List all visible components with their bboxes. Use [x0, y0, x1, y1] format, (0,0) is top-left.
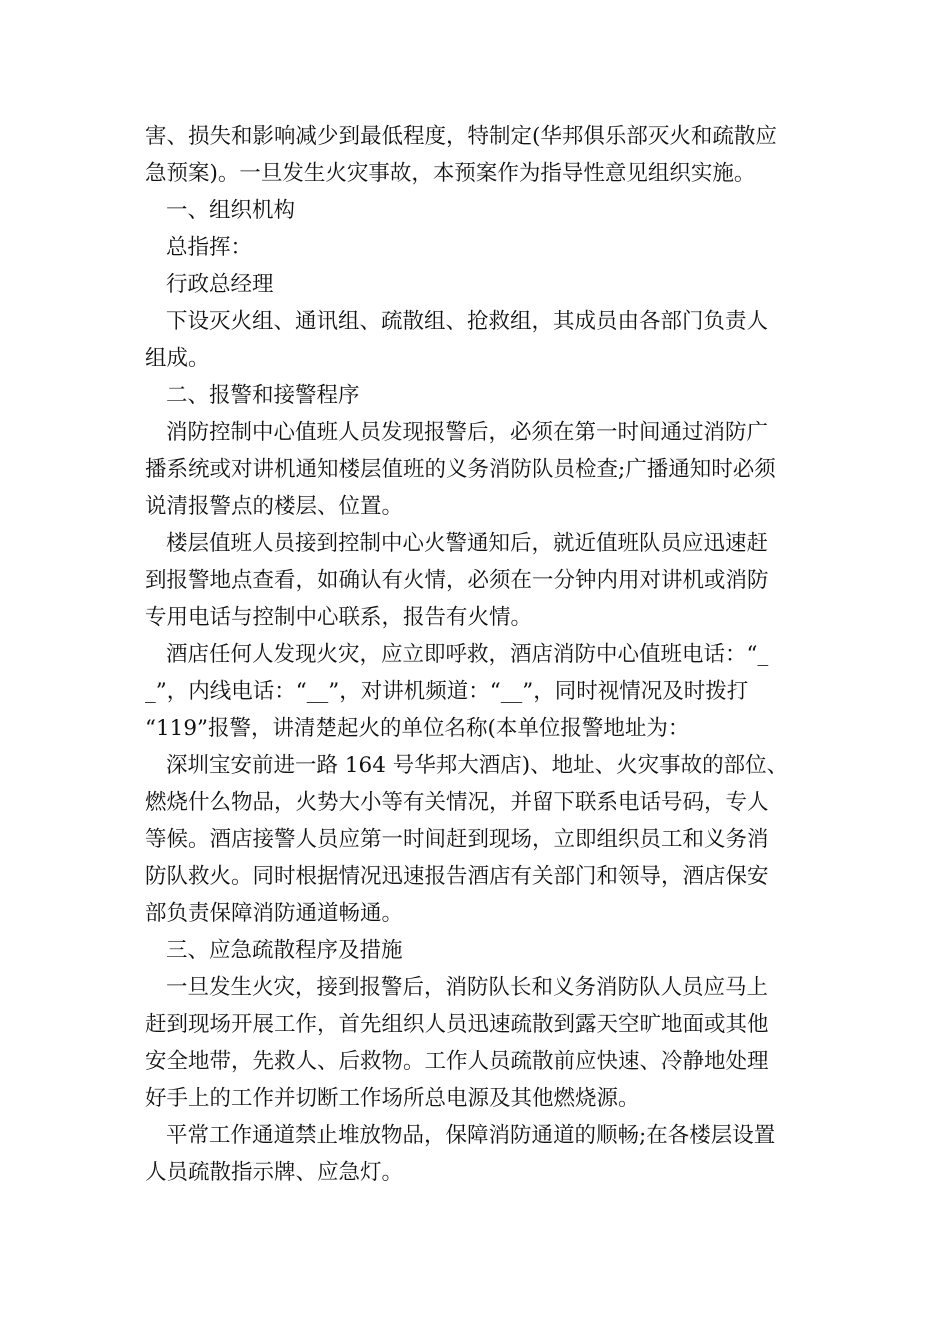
text-line: 下设灭火组、通讯组、疏散组、抢救组，其成员由各部门负责人: [166, 309, 769, 334]
text-line: 到报警地点查看，如确认有火情，必须在一分钟内用对讲机或消防: [145, 568, 769, 593]
text-line: 组成。: [145, 346, 210, 371]
text-line: 害、损失和影响减少到最低程度，特制定(华邦俱乐部灭火和疏散应: [145, 124, 777, 149]
text-line: 说清报警点的楼层、位置。: [145, 494, 404, 519]
section-heading: 二、报警和接警程序: [166, 383, 360, 408]
text-line: 消防控制中心值班人员发现报警后，必须在第一时间通过消防广: [166, 420, 769, 445]
text-line: “119”报警，讲清楚起火的单位名称(本单位报警地址为：: [145, 716, 690, 741]
text-line: _”，内线电话：“__”，对讲机频道：“__”，同时视情况及时拨打: [145, 679, 749, 704]
text-line: 楼层值班人员接到控制中心火警通知后，就近值班队员应迅速赶: [166, 531, 769, 556]
section-heading: 一、组织机构: [166, 198, 296, 223]
text-line: 播系统或对讲机通知楼层值班的义务消防队员检查;广播通知时必须: [145, 457, 776, 482]
text-line: 急预案)。一旦发生火灾事故，本预案作为指导性意见组织实施。: [145, 161, 756, 186]
text-line: 行政总经理: [166, 272, 274, 297]
text-line: 平常工作通道禁止堆放物品，保障消防通道的顺畅;在各楼层设置: [166, 1123, 776, 1148]
text-line: 深圳宝安前进一路 164 号华邦大酒店)、地址、火灾事故的部位、: [166, 753, 789, 778]
text-line: 安全地带，先救人、后救物。工作人员疏散前应快速、冷静地处理: [145, 1049, 769, 1074]
text-line: 人员疏散指示牌、应急灯。: [145, 1160, 404, 1185]
section-heading: 三、应急疏散程序及措施: [166, 938, 403, 963]
text-line: 防队救火。同时根据情况迅速报告酒店有关部门和领导，酒店保安: [145, 864, 769, 889]
text-line: 燃烧什么物品，火势大小等有关情况，并留下联系电话号码，专人: [145, 790, 769, 815]
text-line: 部负责保障消防通道畅通。: [145, 901, 404, 926]
text-line: 专用电话与控制中心联系，报告有火情。: [145, 605, 533, 630]
text-line: 好手上的工作并切断工作场所总电源及其他燃烧源。: [145, 1086, 640, 1111]
text-line: 一旦发生火灾，接到报警后，消防队长和义务消防队人员应马上: [166, 975, 769, 1000]
text-line: 赶到现场开展工作，首先组织人员迅速疏散到露天空旷地面或其他: [145, 1012, 769, 1037]
text-line: 等候。酒店接警人员应第一时间赶到现场，立即组织员工和义务消: [145, 827, 769, 852]
text-line: 酒店任何人发现火灾，应立即呼救，酒店消防中心值班电话：“_: [166, 642, 769, 667]
text-line: 总指挥：: [166, 235, 253, 260]
